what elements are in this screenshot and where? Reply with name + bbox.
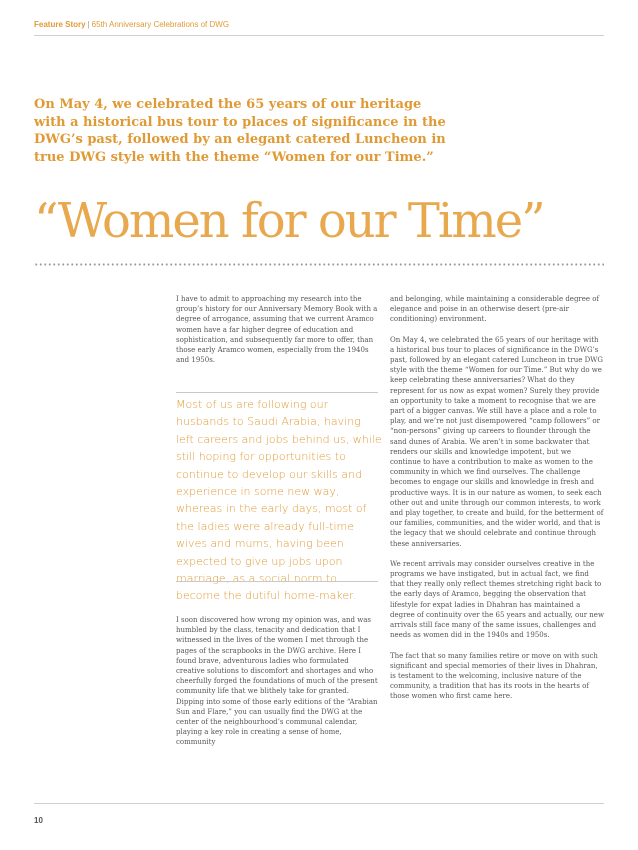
body-column-left-bottom <box>176 615 378 758</box>
body-paragraph: I soon discovered how wrong my opinion was, and was humbled by the class, tenacity and dedication that I witnessed in the lives of the women I met through the pages of the scrapbooks in the DWG archive. Here I found brave, adventurous ladies who formulated creative solutions to discomfort and shortages and who cheerfully forged the foundations of much of the present community life that we blithely take for granted. Dipping into some of those early editions of the “Arabian Sun and Flare,” you can usually find the DWG at the center of the neighbourhood’s communal calendar, playing a key role in creating a sense of home, community <box>176 616 378 747</box>
body-paragraph: The fact that so many families retire or move on with such significant and special memories of their lives in Dhahran, is testament to the welcoming, inclusive nature of the community, a tradition that has its roots in the hearts of those women who first came here. <box>390 651 598 701</box>
dotted-divider <box>34 263 604 266</box>
header-subtitle: 65th Anniversary Celebrations of DWG <box>91 20 230 29</box>
pull-quote: Most of us are following our husbands to Saudi Arabia, having left careers and jobs behind us, while still hoping for opportunities to continue to develop our skills and experience in some new way, whereas in the early days, most of the ladies were already full-time wives and mums, having been expected to give up jobs upon marriage, as a social norm to become the dutiful home-maker. <box>176 398 382 603</box>
body-column-left-top <box>176 294 378 375</box>
body-column-right <box>390 294 604 712</box>
body-paragraph: We recent arrivals may consider ourselves creative in the programs we have instigated, but in actual fact, we find that they really only reflect themes stretching right back to the early days of Aramco, begging the observation that lifestyle for expat ladies in Dhahran has maintained a degree of continuity over the 65 years and actually, our new arrivals still face many of the same issues, challenges and needs as women did in the 1940s and 1950s. <box>390 559 604 640</box>
pull-quote-rule-top <box>176 392 378 393</box>
intro-paragraph: On May 4, we celebrated the 65 years of our heritage with a historical bus tour to places of significance in the DWG’s past, followed by an elegant catered Luncheon in true DWG style with the theme “Women for our Time.” <box>34 97 446 165</box>
body-paragraph: I have to admit to approaching my research into the group’s history for our Anniversary Memory Book with a degree of arrogance, assuming that we current Aramco women have a far higher degree of education and sophistication, and subsequently far more to offer, than those early Aramco women, especially from the 1940s and 1950s. <box>176 295 378 365</box>
body-paragraph: On May 4, we celebrated the 65 years of our heritage with a historical bus tour to places of significance in the DWG’s past, followed by an elegant catered Luncheon in true DWG style with the theme “Women for our Time.” But why do we keep celebrating these anniversaries? What do they represent for us now as expat women? Surely they provide an opportunity to take a moment to recognise that we are part of a bigger canvas. We still have a place and a role to play, and we’re not just disempowered “camp followers” or “non-persons” giving up careers to flounder through the sand dunes of Arabia. We aren’t in some backwater that renders our skills and knowledge impotent, but we continue to have a contribution to make as women to the community in which we find ourselves. The challenge becomes to engage our skills and knowledge in fresh and productive ways. It is in our nature as women, to seek each other out and unite through our common interests, to work and play together, to create and build, for the betterment of our families, communities, and the wider world, and that is the legacy that we should celebrate and continue through these anniversaries. <box>390 335 604 548</box>
article-title: “Women for our Time” <box>34 193 544 249</box>
page-number: 10 <box>34 816 43 825</box>
body-paragraph: and belonging, while maintaining a considerable degree of elegance and poise in an otherwise desert (pre-air conditioning) environment. <box>390 295 600 324</box>
footer-divider <box>34 803 604 804</box>
header-divider <box>34 35 604 36</box>
running-header <box>34 20 229 29</box>
header-separator: | <box>87 20 90 29</box>
pull-quote-rule-bottom <box>176 581 378 582</box>
section-label: Feature Story <box>34 20 86 29</box>
